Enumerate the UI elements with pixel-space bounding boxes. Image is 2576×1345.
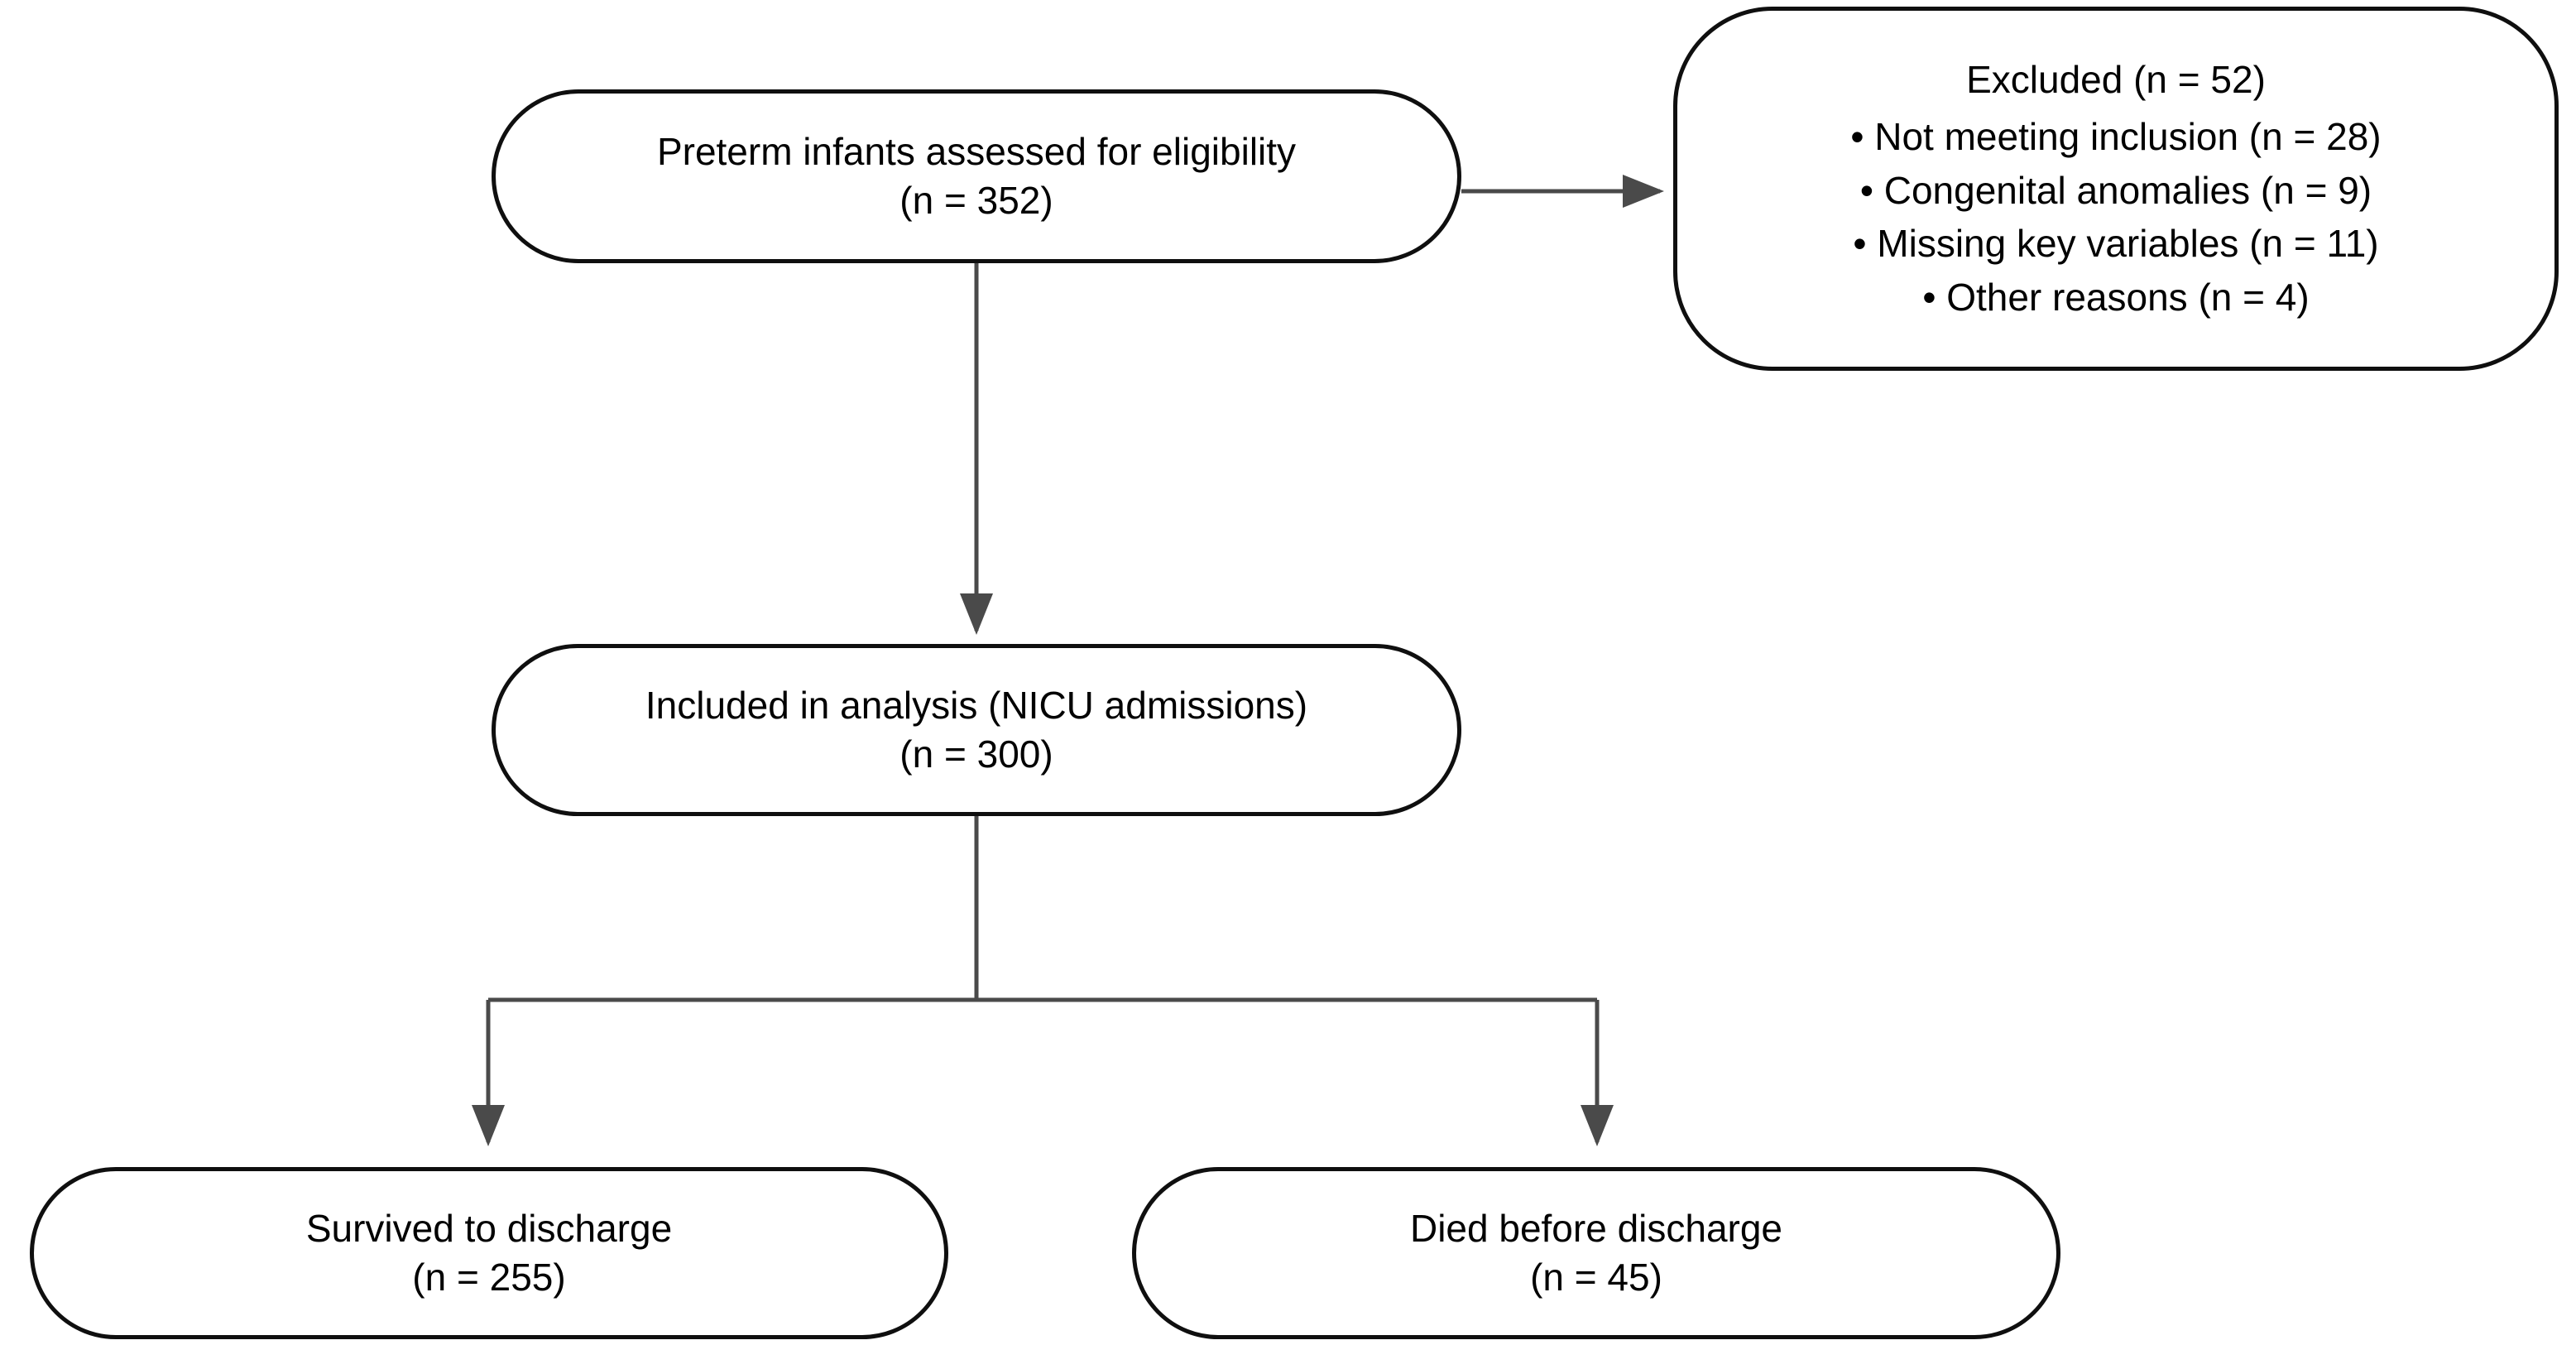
- node-survived-line1: Survived to discharge: [305, 1207, 673, 1251]
- node-survived-line2: (n = 255): [412, 1256, 566, 1299]
- node-excluded-title: Excluded (n = 52): [1966, 57, 2266, 101]
- node-included-line2: (n = 300): [899, 733, 1053, 776]
- node-assessed-line1: Preterm infants assessed for eligibility: [656, 130, 1297, 174]
- node-assessed-for-eligibility: [492, 89, 1461, 263]
- node-assessed-line2: (n = 352): [899, 179, 1053, 222]
- node-included-in-analysis: [492, 644, 1461, 816]
- node-died-line2: (n = 45): [1530, 1256, 1662, 1299]
- node-died-before-discharge: [1132, 1167, 2060, 1339]
- node-died-line1: Died before discharge: [1409, 1207, 1783, 1251]
- node-survived-to-discharge: [30, 1167, 948, 1339]
- node-excluded-bullet-3: • Missing key variables (n = 11): [1853, 222, 2379, 266]
- node-excluded: [1673, 7, 2559, 371]
- node-excluded-bullet-4: • Other reasons (n = 4): [1922, 276, 2310, 319]
- node-excluded-bullet-2: • Congenital anomalies (n = 9): [1859, 168, 2372, 212]
- node-excluded-bullet-1: • Not meeting inclusion (n = 28): [1850, 114, 2382, 158]
- node-included-line1: Included in analysis (NICU admissions): [645, 684, 1308, 728]
